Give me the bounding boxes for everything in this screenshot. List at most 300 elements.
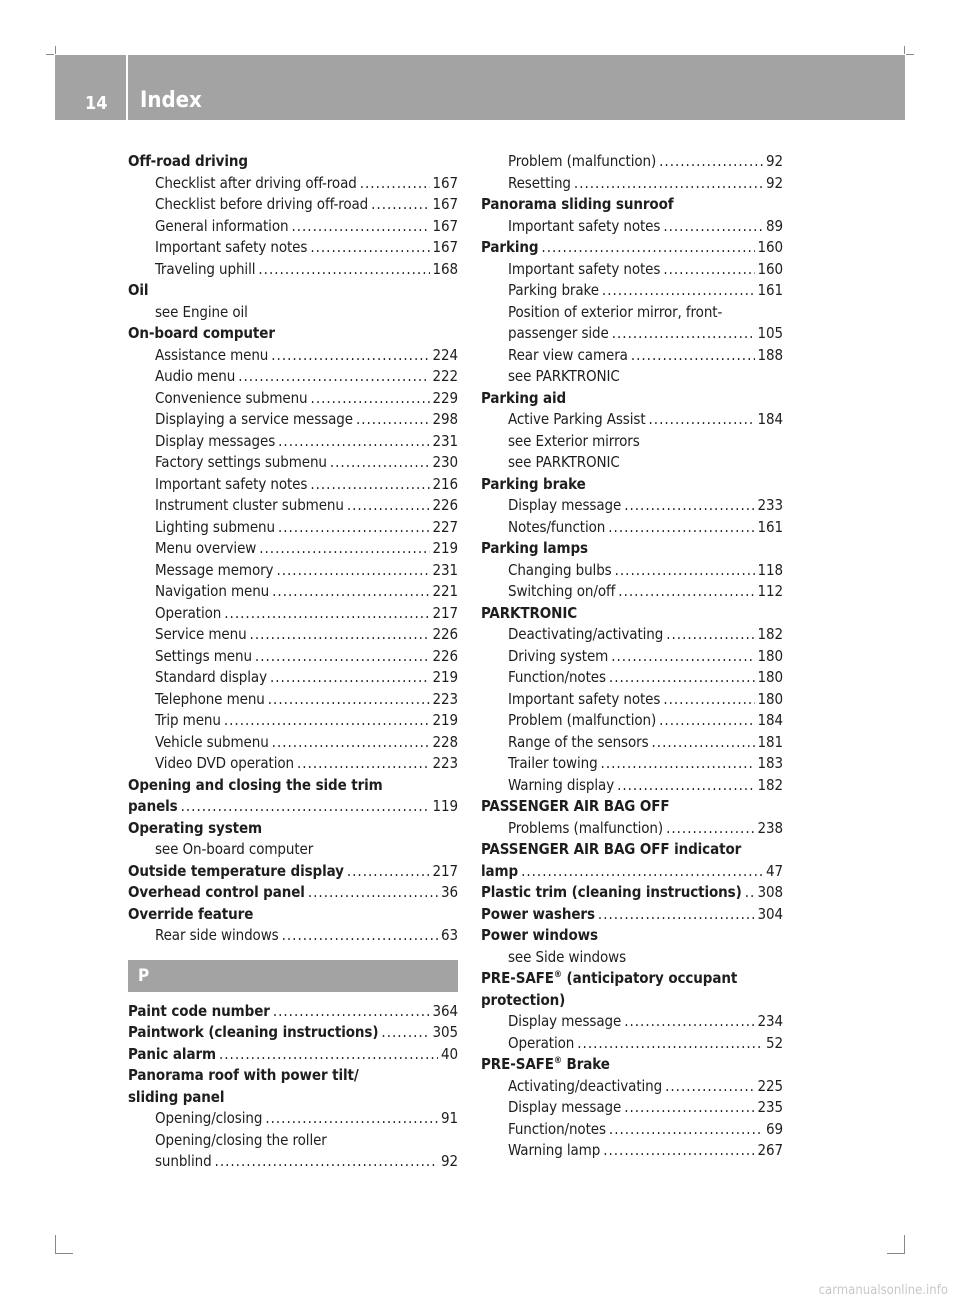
dot-leader bbox=[609, 667, 755, 689]
page-reference: 168 bbox=[432, 259, 458, 278]
index-subentry bbox=[128, 710, 458, 732]
page-reference: 223 bbox=[432, 689, 458, 708]
entry-text: Oil bbox=[128, 281, 149, 299]
entry-text: see PARKTRONIC bbox=[508, 367, 620, 385]
dot-leader bbox=[278, 517, 430, 539]
index-subentry bbox=[128, 560, 458, 582]
index-entry bbox=[128, 861, 458, 883]
dot-leader bbox=[624, 1011, 754, 1033]
page-reference: 167 bbox=[432, 195, 458, 213]
dot-leader bbox=[272, 732, 430, 754]
entry-text: Important safety notes bbox=[155, 238, 308, 256]
index-subentry bbox=[128, 345, 458, 367]
entry-text: Parking bbox=[481, 238, 539, 256]
page-reference: 36 bbox=[441, 883, 458, 901]
dot-leader bbox=[272, 581, 429, 603]
page-reference: 224 bbox=[432, 345, 458, 364]
index-subentry bbox=[128, 216, 458, 238]
index-subentry bbox=[481, 1119, 783, 1141]
entry-text: Telephone menu bbox=[155, 689, 265, 708]
page-reference: 184 bbox=[757, 410, 783, 428]
entry-text: Position of exterior mirror, front- bbox=[508, 302, 723, 321]
index-subentry bbox=[128, 925, 458, 947]
dot-leader bbox=[381, 1022, 429, 1044]
entry-text: PRE-SAFE® Brake bbox=[481, 1055, 610, 1073]
dot-leader bbox=[612, 323, 755, 345]
page-reference: 226 bbox=[432, 646, 458, 665]
dot-leader bbox=[347, 861, 430, 883]
index-entry bbox=[481, 861, 783, 883]
index-subentry bbox=[481, 1011, 783, 1033]
index-subentry bbox=[481, 1097, 783, 1119]
index-entry bbox=[128, 1044, 458, 1066]
dot-leader bbox=[259, 538, 429, 560]
page-reference: 161 bbox=[757, 281, 783, 299]
dot-leader bbox=[265, 1108, 438, 1130]
index-subentry bbox=[481, 1033, 783, 1055]
dot-leader bbox=[250, 624, 430, 646]
entry-text: Panorama roof with power tilt/ bbox=[128, 1066, 359, 1084]
entry-text: Standard display bbox=[155, 668, 267, 686]
entry-text: Factory settings submenu bbox=[155, 453, 327, 471]
dot-leader bbox=[282, 925, 438, 947]
entry-text: Warning lamp bbox=[508, 1141, 601, 1159]
entry-text: Audio menu bbox=[155, 367, 236, 385]
page-reference: 92 bbox=[766, 152, 783, 170]
entry-text: Changing bulbs bbox=[508, 560, 612, 579]
page-reference: 183 bbox=[757, 754, 783, 772]
page-reference: 217 bbox=[432, 603, 458, 622]
page-title: Index bbox=[140, 88, 202, 113]
index-subentry bbox=[128, 732, 458, 754]
dot-leader bbox=[521, 861, 763, 883]
page-reference: 182 bbox=[757, 625, 783, 643]
entry-text: Function/notes bbox=[508, 1119, 606, 1138]
entry-text: sliding panel bbox=[128, 1087, 225, 1106]
dot-leader bbox=[666, 624, 754, 646]
index-subentry bbox=[481, 323, 783, 345]
dot-leader bbox=[601, 753, 755, 775]
index-subentry bbox=[128, 495, 458, 517]
entry-text: PASSENGER AIR BAG OFF bbox=[481, 797, 670, 815]
index-letter-heading: P bbox=[128, 960, 458, 992]
dot-leader bbox=[603, 1140, 754, 1162]
dot-leader bbox=[360, 173, 430, 195]
index-subentry bbox=[128, 431, 458, 453]
index-subentry bbox=[128, 474, 458, 496]
dot-leader bbox=[308, 882, 438, 904]
entry-text: Convenience submenu bbox=[155, 388, 308, 407]
entry-text: Important safety notes bbox=[508, 259, 661, 278]
dot-leader bbox=[541, 237, 754, 259]
dot-leader bbox=[617, 775, 754, 797]
dot-leader bbox=[609, 1119, 763, 1141]
page-reference: 267 bbox=[757, 1141, 783, 1159]
page-reference: 222 bbox=[432, 367, 458, 385]
page-reference: 180 bbox=[757, 646, 783, 665]
page-reference: 308 bbox=[757, 883, 783, 901]
index-entry bbox=[128, 151, 458, 173]
page-reference: 69 bbox=[766, 1119, 783, 1138]
entry-text: passenger side bbox=[508, 324, 609, 342]
entry-text: Panic alarm bbox=[128, 1044, 216, 1063]
entry-text: protection) bbox=[481, 990, 566, 1009]
index-entry bbox=[128, 1001, 458, 1023]
dot-leader bbox=[310, 474, 429, 496]
index-entry bbox=[481, 990, 783, 1012]
page-reference: 216 bbox=[432, 474, 458, 493]
page-reference: 233 bbox=[757, 496, 783, 514]
index-subentry bbox=[128, 624, 458, 646]
index-subentry bbox=[481, 689, 783, 711]
index-subentry bbox=[481, 581, 783, 603]
entry-text: see Engine oil bbox=[155, 302, 248, 321]
entry-text: Opening/closing bbox=[155, 1109, 263, 1127]
entry-text: Outside temperature display bbox=[128, 861, 344, 880]
index-subentry bbox=[481, 667, 783, 689]
entry-text: On-board computer bbox=[128, 324, 275, 342]
index-subentry bbox=[128, 1108, 458, 1130]
dot-leader bbox=[608, 517, 754, 539]
dot-leader bbox=[297, 753, 430, 775]
dot-leader bbox=[181, 796, 430, 818]
dot-leader bbox=[652, 732, 755, 754]
page-reference: 305 bbox=[432, 1023, 458, 1041]
index-entry bbox=[481, 968, 783, 990]
page-reference: 219 bbox=[432, 668, 458, 686]
index-entry bbox=[128, 280, 458, 302]
dot-leader bbox=[356, 409, 430, 431]
index-entry bbox=[128, 796, 458, 818]
index-subentry bbox=[128, 237, 458, 259]
index-entry bbox=[128, 775, 458, 797]
entry-text: Checklist before driving off-road bbox=[155, 195, 369, 213]
entry-text: Deactivating/activating bbox=[508, 625, 664, 643]
crop-mark bbox=[904, 1235, 905, 1253]
index-entry bbox=[481, 388, 783, 410]
entry-text: Range of the sensors bbox=[508, 732, 649, 751]
entry-text: PARKTRONIC bbox=[481, 603, 578, 622]
index-entry bbox=[481, 237, 783, 259]
page-number: 14 bbox=[85, 93, 108, 114]
index-subentry bbox=[481, 173, 783, 195]
index-entry bbox=[481, 796, 783, 818]
entry-text: PASSENGER AIR BAG OFF indicator bbox=[481, 840, 742, 858]
dot-leader bbox=[268, 689, 430, 711]
entry-text: Vehicle submenu bbox=[155, 732, 269, 751]
entry-text: Menu overview bbox=[155, 539, 257, 557]
page-reference: 105 bbox=[757, 324, 783, 342]
index-entry bbox=[481, 474, 783, 496]
page-reference: 227 bbox=[432, 517, 458, 536]
index-subentry bbox=[128, 1130, 458, 1152]
entry-text: Rear view camera bbox=[508, 345, 628, 364]
entry-text: see On-board computer bbox=[155, 840, 314, 858]
dot-leader bbox=[276, 560, 429, 582]
index-subentry bbox=[128, 409, 458, 431]
entry-text: see Exterior mirrors bbox=[508, 431, 640, 450]
dot-leader bbox=[663, 259, 754, 281]
index-subentry bbox=[128, 259, 458, 281]
page-reference: 231 bbox=[432, 560, 458, 579]
entry-text: PRE-SAFE® (anticipatory occupant bbox=[481, 969, 738, 987]
dot-leader bbox=[745, 882, 755, 904]
page-reference: 118 bbox=[757, 560, 783, 579]
page-reference: 160 bbox=[757, 259, 783, 278]
entry-text: Operating system bbox=[128, 818, 263, 837]
page-reference: 230 bbox=[432, 453, 458, 471]
entry-text: Switching on/off bbox=[508, 582, 616, 600]
page-reference: 92 bbox=[441, 1152, 458, 1170]
entry-text: Lighting submenu bbox=[155, 517, 275, 536]
dot-leader bbox=[273, 1001, 430, 1023]
entry-text: Trip menu bbox=[155, 711, 221, 729]
entry-text: Driving system bbox=[508, 646, 609, 665]
entry-text: Opening/closing the roller bbox=[155, 1130, 327, 1149]
registered-mark: ® bbox=[553, 970, 562, 980]
entry-text: see PARKTRONIC bbox=[508, 453, 620, 471]
index-entry bbox=[481, 839, 783, 861]
entry-text: see Side windows bbox=[508, 947, 627, 966]
dot-leader bbox=[666, 818, 754, 840]
entry-text: Operation bbox=[155, 603, 222, 622]
page-reference: 221 bbox=[432, 582, 458, 600]
page-reference: 89 bbox=[766, 216, 783, 235]
index-subentry bbox=[481, 302, 783, 324]
page-reference: 40 bbox=[441, 1044, 458, 1063]
index-subentry bbox=[128, 538, 458, 560]
entry-text: Display message bbox=[508, 1012, 622, 1030]
entry-text: Activating/deactivating bbox=[508, 1076, 663, 1095]
dot-leader bbox=[618, 581, 754, 603]
crop-mark bbox=[904, 46, 905, 54]
index-subentry bbox=[128, 173, 458, 195]
dot-leader bbox=[270, 667, 430, 689]
page-reference: 188 bbox=[757, 345, 783, 364]
index-entry bbox=[481, 925, 783, 947]
entry-text: Displaying a service message bbox=[155, 410, 353, 428]
page-reference: 63 bbox=[441, 926, 458, 944]
entry-text: Problem (malfunction) bbox=[508, 711, 657, 729]
dot-leader bbox=[659, 151, 763, 173]
page-reference: 229 bbox=[432, 388, 458, 407]
index-subentry bbox=[481, 732, 783, 754]
entry-text: Override feature bbox=[128, 904, 254, 923]
dot-leader bbox=[271, 345, 429, 367]
entry-text: Traveling uphill bbox=[155, 259, 256, 278]
entry-text: Service menu bbox=[155, 625, 247, 643]
index-entry bbox=[481, 882, 783, 904]
index-entry bbox=[128, 882, 458, 904]
crop-mark bbox=[55, 46, 56, 54]
page-reference: 112 bbox=[757, 582, 783, 600]
page-reference: 91 bbox=[441, 1109, 458, 1127]
index-subentry bbox=[481, 1140, 783, 1162]
page-reference: 52 bbox=[766, 1033, 783, 1052]
page-reference: 182 bbox=[757, 775, 783, 794]
index-entry bbox=[481, 904, 783, 926]
dot-leader bbox=[255, 646, 430, 668]
entry-text: General information bbox=[155, 216, 289, 235]
dot-leader bbox=[574, 173, 763, 195]
entry-text: Display message bbox=[508, 1098, 622, 1116]
entry-text: Power washers bbox=[481, 904, 595, 923]
dot-leader bbox=[310, 237, 429, 259]
entry-text: Paintwork (cleaning instructions) bbox=[128, 1023, 379, 1041]
page-reference: 217 bbox=[432, 861, 458, 880]
dot-leader bbox=[611, 646, 754, 668]
entry-text: Problems (malfunction) bbox=[508, 818, 664, 837]
page-reference: 180 bbox=[757, 668, 783, 686]
dot-leader bbox=[224, 710, 430, 732]
index-entry bbox=[128, 1065, 458, 1087]
crop-mark bbox=[906, 54, 914, 55]
dot-leader bbox=[663, 689, 754, 711]
dot-leader bbox=[330, 452, 430, 474]
index-subentry bbox=[128, 517, 458, 539]
crop-mark bbox=[887, 1253, 905, 1254]
footer-watermark: carmanualsonline.info bbox=[818, 1283, 948, 1298]
page-reference: 226 bbox=[432, 625, 458, 643]
entry-text: sunblind bbox=[155, 1152, 212, 1170]
index-entry bbox=[481, 603, 783, 625]
page-reference: 167 bbox=[432, 173, 458, 192]
dot-leader bbox=[659, 710, 754, 732]
entry-text: Parking brake bbox=[508, 281, 599, 299]
page-reference: 181 bbox=[757, 732, 783, 751]
dot-leader bbox=[624, 495, 754, 517]
header-divider bbox=[126, 55, 128, 120]
entry-text: Video DVD operation bbox=[155, 754, 294, 772]
index-subentry bbox=[128, 646, 458, 668]
crop-mark bbox=[55, 1253, 73, 1254]
entry-text: Off-road driving bbox=[128, 152, 248, 170]
page-reference: 219 bbox=[432, 539, 458, 557]
entry-text: Resetting bbox=[508, 173, 571, 192]
index-entry bbox=[481, 1054, 783, 1076]
page-reference: 226 bbox=[432, 496, 458, 514]
entry-text: Display message bbox=[508, 496, 622, 514]
index-subentry bbox=[481, 452, 783, 474]
page-reference: 184 bbox=[757, 711, 783, 729]
page-reference: 167 bbox=[432, 216, 458, 235]
index-subentry bbox=[481, 409, 783, 431]
index-subentry bbox=[481, 947, 783, 969]
index-subentry bbox=[128, 839, 458, 861]
page-reference: 167 bbox=[432, 238, 458, 256]
entry-text: Paint code number bbox=[128, 1001, 270, 1020]
entry-text: Checklist after driving off-road bbox=[155, 173, 357, 192]
page-reference: 219 bbox=[432, 711, 458, 729]
index-subentry bbox=[481, 710, 783, 732]
dot-leader bbox=[624, 1097, 754, 1119]
entry-text: Trailer towing bbox=[508, 754, 598, 772]
entry-text: lamp bbox=[481, 861, 519, 880]
dot-leader bbox=[577, 1033, 763, 1055]
dot-leader bbox=[602, 280, 755, 302]
dot-leader bbox=[219, 1044, 438, 1066]
page-reference: 228 bbox=[432, 732, 458, 751]
dot-leader bbox=[371, 194, 429, 216]
page-reference: 119 bbox=[432, 797, 458, 815]
index-subentry bbox=[481, 280, 783, 302]
page-reference: 231 bbox=[432, 431, 458, 450]
index-subentry bbox=[128, 366, 458, 388]
dot-leader bbox=[631, 345, 755, 367]
index-subentry bbox=[481, 646, 783, 668]
index-column-right bbox=[481, 151, 783, 1162]
entry-text: Warning display bbox=[508, 775, 615, 794]
crop-mark bbox=[46, 54, 54, 55]
page-reference: 47 bbox=[766, 861, 783, 880]
index-subentry bbox=[481, 560, 783, 582]
dot-leader bbox=[663, 216, 763, 238]
entry-text: Plastic trim (cleaning instructions) bbox=[481, 883, 742, 901]
page-reference: 160 bbox=[757, 238, 783, 256]
entry-text: Opening and closing the side trim bbox=[128, 775, 383, 794]
dot-leader bbox=[238, 366, 429, 388]
dot-leader bbox=[224, 603, 429, 625]
index-subentry bbox=[481, 495, 783, 517]
index-subentry bbox=[481, 1076, 783, 1098]
index-subentry bbox=[481, 345, 783, 367]
entry-text: Panorama sliding sunroof bbox=[481, 195, 674, 213]
dot-leader bbox=[291, 216, 429, 238]
page-reference: 161 bbox=[757, 517, 783, 536]
index-entry bbox=[481, 538, 783, 560]
entry-text: Important safety notes bbox=[508, 216, 661, 235]
index-subentry bbox=[481, 775, 783, 797]
index-subentry bbox=[128, 603, 458, 625]
page-reference: 298 bbox=[432, 410, 458, 428]
index-subentry bbox=[481, 259, 783, 281]
page-reference: 234 bbox=[757, 1012, 783, 1030]
index-entry bbox=[128, 1087, 458, 1109]
index-entry bbox=[128, 1022, 458, 1044]
entry-text: Important safety notes bbox=[508, 689, 661, 708]
page-reference: 235 bbox=[757, 1098, 783, 1116]
dot-leader bbox=[258, 259, 429, 281]
entry-text: Parking aid bbox=[481, 388, 567, 407]
index-subentry bbox=[481, 818, 783, 840]
page-reference: 225 bbox=[757, 1076, 783, 1095]
entry-text: Settings menu bbox=[155, 646, 252, 665]
index-subentry bbox=[128, 388, 458, 410]
page-reference: 223 bbox=[432, 754, 458, 772]
index-subentry bbox=[481, 517, 783, 539]
entry-text: Display messages bbox=[155, 431, 276, 450]
index-subentry bbox=[128, 581, 458, 603]
page-reference: 304 bbox=[757, 904, 783, 923]
entry-text: Function/notes bbox=[508, 668, 606, 686]
index-subentry bbox=[128, 302, 458, 324]
page-reference: 180 bbox=[757, 689, 783, 708]
entry-text: Navigation menu bbox=[155, 582, 270, 600]
dot-leader bbox=[649, 409, 755, 431]
index-subentry bbox=[481, 366, 783, 388]
index-subentry bbox=[128, 753, 458, 775]
index-subentry bbox=[481, 431, 783, 453]
entry-text: Active Parking Assist bbox=[508, 410, 646, 428]
index-subentry bbox=[128, 689, 458, 711]
entry-text: Power windows bbox=[481, 926, 598, 944]
entry-text: Operation bbox=[508, 1033, 575, 1052]
page-reference: 364 bbox=[432, 1001, 458, 1020]
page-reference: 92 bbox=[766, 173, 783, 192]
page-reference: 238 bbox=[757, 818, 783, 837]
index-subentry bbox=[128, 452, 458, 474]
index-subentry bbox=[481, 753, 783, 775]
